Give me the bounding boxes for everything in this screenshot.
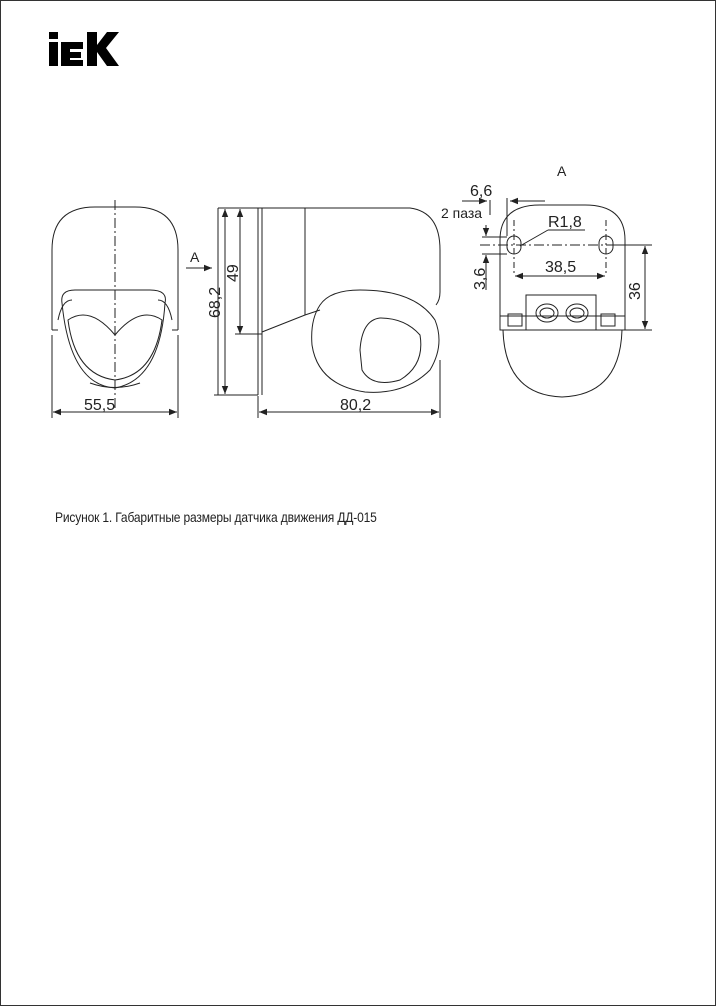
dim-height-inner: 49: [225, 264, 242, 282]
dim-depth-total: 80,2: [340, 397, 372, 414]
dim-hole-spacing: 38,5: [545, 259, 577, 276]
front-view: [52, 200, 212, 418]
dim-height-total: 68,2: [207, 286, 224, 318]
figure-caption: Рисунок 1. Габаритные размеры датчика движения ДД-015: [55, 509, 377, 525]
view-label-a-top: А: [557, 163, 567, 179]
dim-slot-radius: R1,8: [548, 214, 582, 231]
dim-slot-width: 6,6: [470, 183, 493, 200]
slots-note: 2 паза: [441, 205, 483, 221]
view-label-a-side: А: [190, 249, 200, 265]
dim-slot-offset: 3,6: [472, 267, 489, 290]
side-view: [214, 208, 440, 418]
dim-base-height: 36: [627, 282, 644, 300]
dim-width-front: 55,5: [84, 397, 116, 414]
